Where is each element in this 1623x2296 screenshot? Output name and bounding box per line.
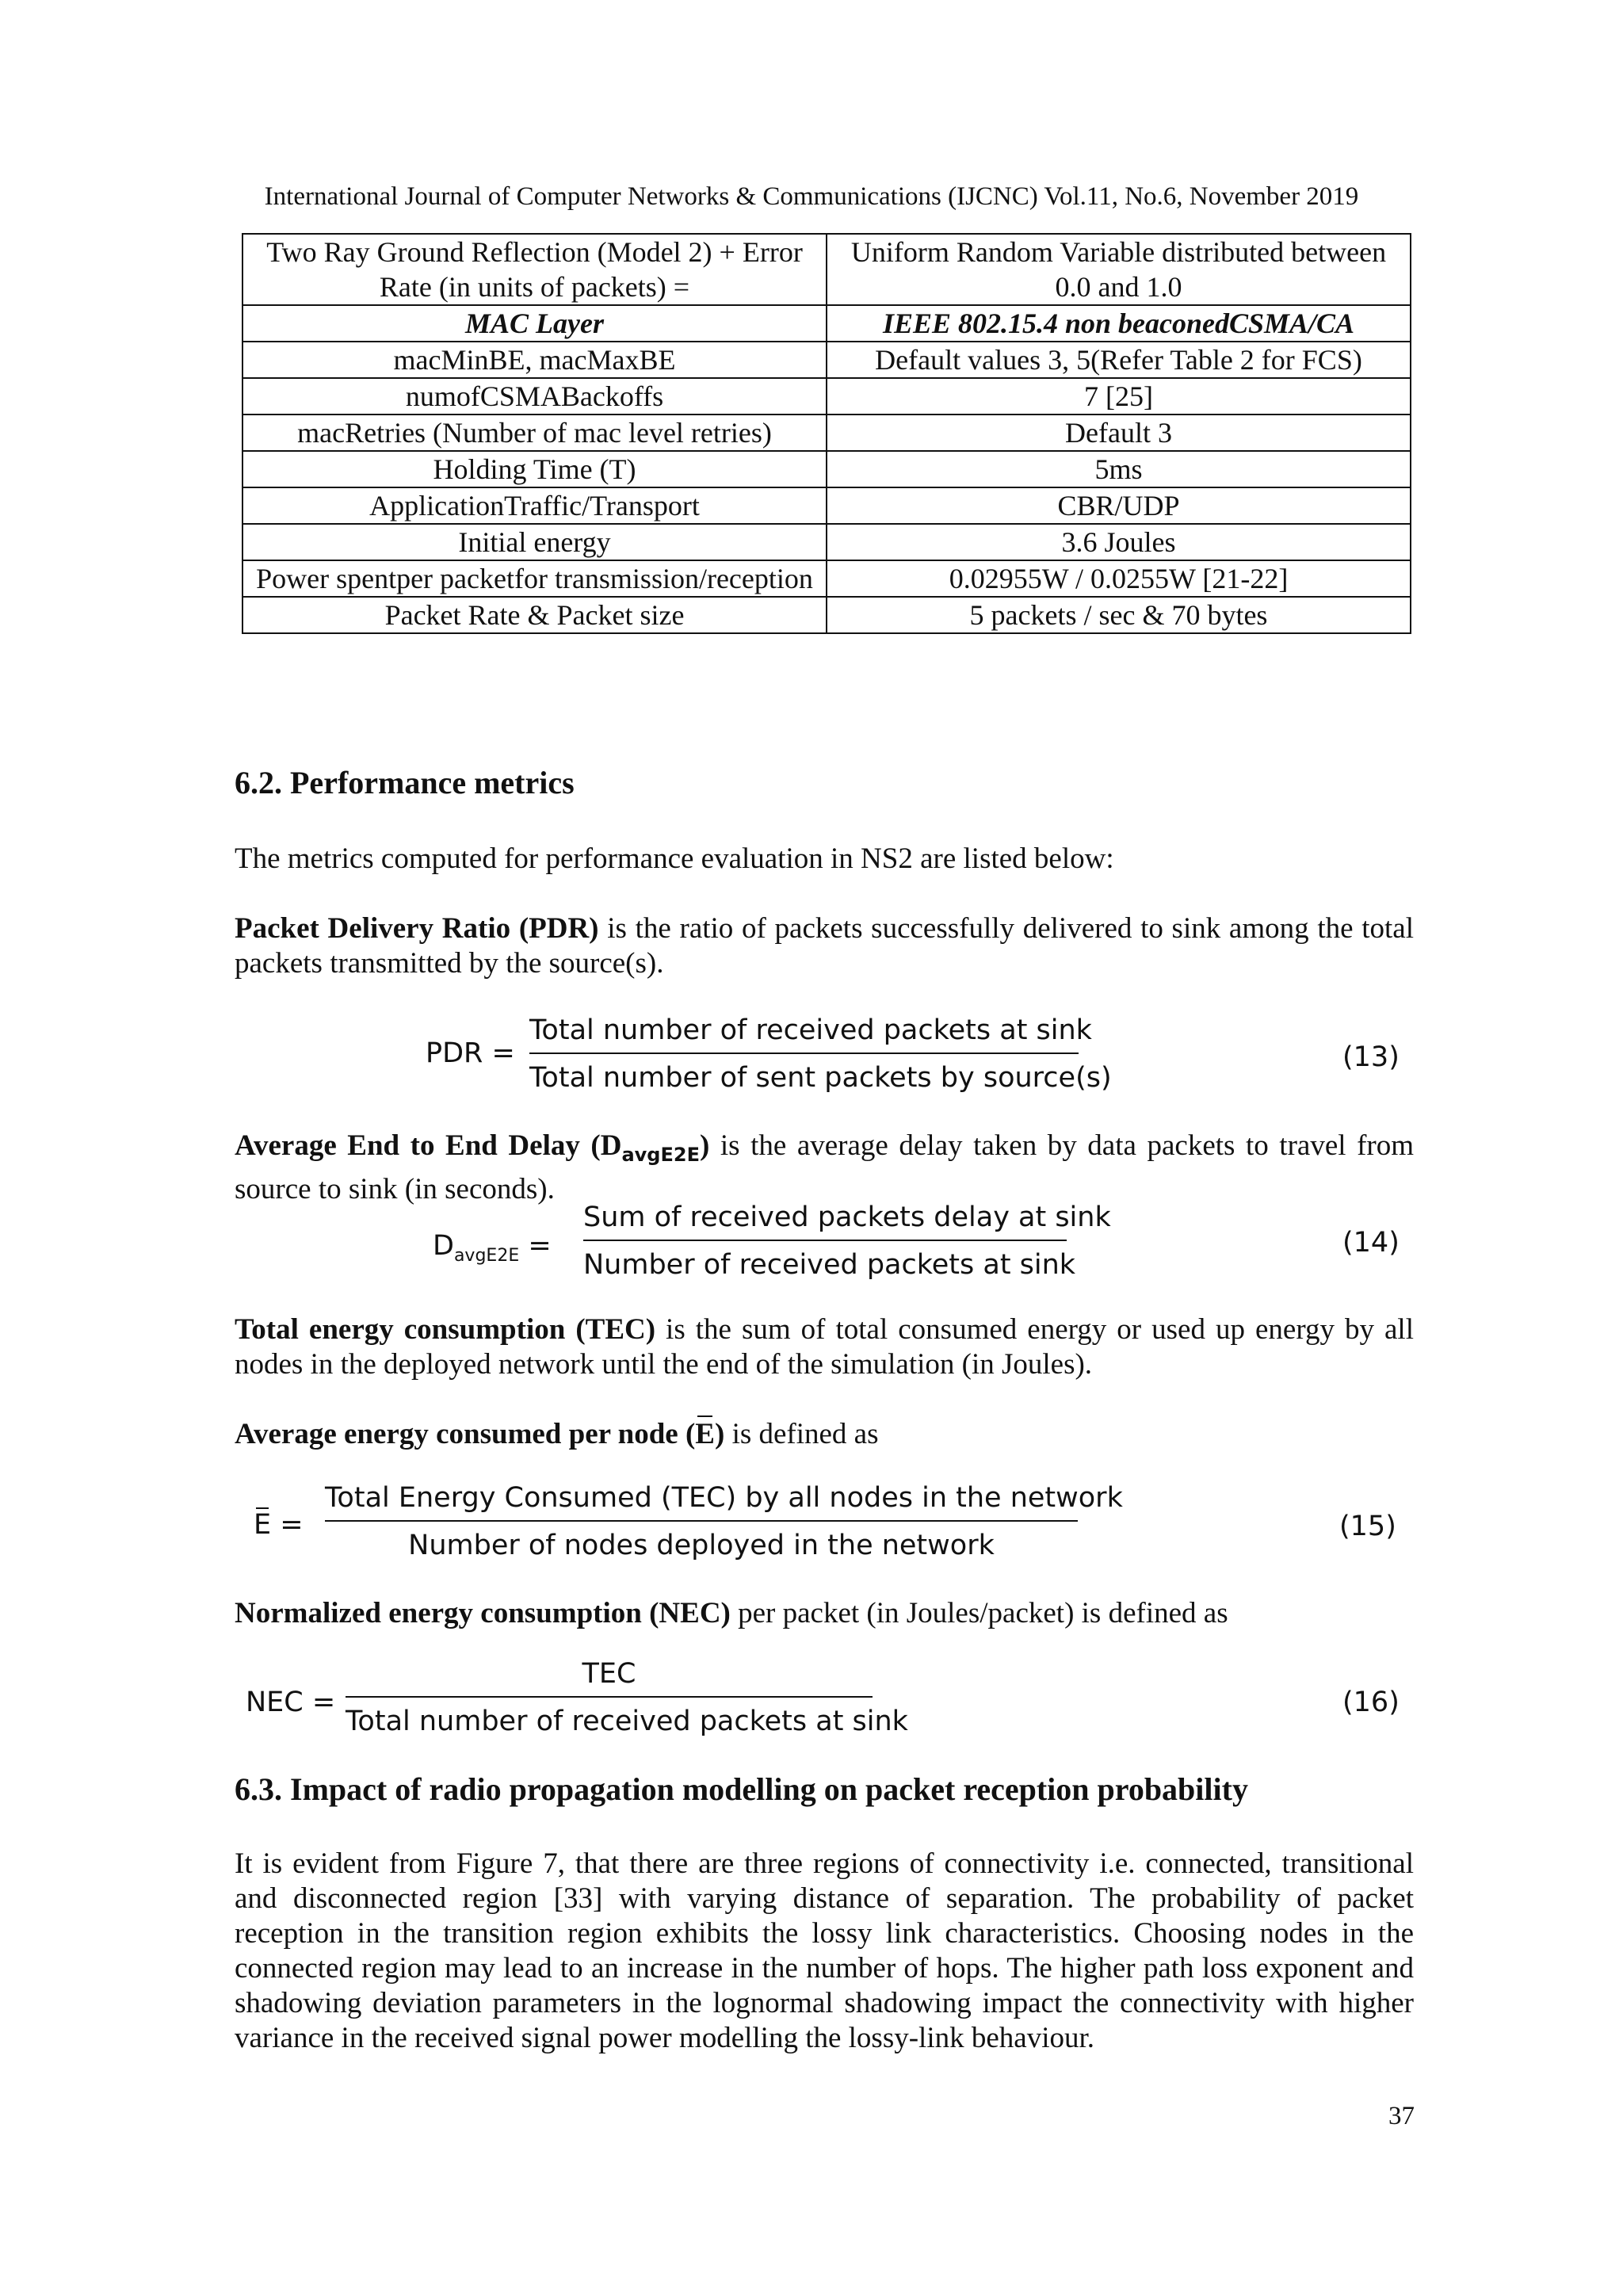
table-row (242, 597, 1411, 633)
value-cell: Uniform Random Variable distributed between 0.0 and 1.0 (827, 234, 1411, 305)
eq15-denominator: Number of nodes deployed in the network (408, 1530, 995, 1561)
table-row (242, 560, 1411, 597)
pdr-definition (235, 911, 1414, 981)
eq16-denominator: Total number of received packets at sink (346, 1706, 908, 1737)
eq16-lhs: NEC = (246, 1687, 336, 1718)
fraction-bar (325, 1520, 1078, 1522)
value-cell: Default values 3, 5(Refer Table 2 for FCS) (827, 342, 1411, 378)
table-row (242, 234, 1411, 305)
section-6-3-paragraph: It is evident from Figure 7, that there are three regions of connectivity i.e. connected, transitional and disconnected region [33] with varying distance of separation. The probability of packet reception in the transition region exhibits the lossy link characteristics. Choosing nodes in the connected region may lead to an increase in the number of hops. The higher path loss exponent and shadowing deviation parameters in the lognormal shadowing impact the connectivity with higher variance in the received signal power modelling the lossy-link behaviour. (235, 1847, 1414, 2054)
avg-energy-text: is defined as (724, 1418, 879, 1450)
param-cell: ApplicationTraffic/Transport (242, 487, 827, 524)
nec-definition (235, 1596, 1414, 1631)
value-cell: 3.6 Joules (827, 524, 1411, 560)
value-cell: 5ms (827, 451, 1411, 487)
fraction-bar (583, 1240, 1067, 1241)
value-cell: 0.02955W / 0.0255W [21-22] (827, 560, 1411, 597)
delay-term: Average End to End Delay $(D_{avgE2E})$ (235, 1129, 710, 1166)
eq13-fraction (529, 1014, 1112, 1094)
eq14-lhs: $D_{avgE2E}$ = (433, 1230, 552, 1266)
value-cell: CBR/UDP (827, 487, 1411, 524)
value-cell: 7 [25] (827, 378, 1411, 415)
eq13-numerator: Total number of received packets at sink (529, 1014, 1092, 1046)
table-row (242, 487, 1411, 524)
eq13-denominator: Total number of sent packets by source(s) (529, 1062, 1112, 1094)
eq13-number: (13) (1342, 1041, 1400, 1073)
param-cell: Packet Rate & Packet size (242, 597, 827, 633)
param-cell: macMinBE, macMaxBE (242, 342, 827, 378)
eq16-numerator: TEC (582, 1658, 636, 1690)
table-row (242, 524, 1411, 560)
table-row (242, 342, 1411, 378)
fraction-bar (346, 1696, 873, 1698)
page-number: 37 (1388, 2102, 1415, 2130)
delay-definition (235, 1129, 1414, 1207)
param-cell: numofCSMABackoffs (242, 378, 827, 415)
value-cell: IEEE 802.15.4 non beaconedCSMA/CA (827, 305, 1411, 342)
param-cell: Two Ray Ground Reflection (Model 2) + Error Rate (in units of packets) = (242, 234, 827, 305)
eq16-fraction (346, 1658, 908, 1737)
value-cell: 5 packets / sec & 70 bytes (827, 597, 1411, 633)
param-cell: Holding Time (T) (242, 451, 827, 487)
value-cell: Default 3 (827, 415, 1411, 451)
avg-energy-definition (235, 1417, 1414, 1452)
section-heading-6-3: 6.3. Impact of radio propagation modelling on packet reception probability (235, 1771, 1248, 1807)
eq16-number: (16) (1342, 1687, 1400, 1718)
pdr-term: Packet Delivery Ratio (PDR) (235, 912, 599, 945)
eq14-numerator: Sum of received packets delay at sink (583, 1201, 1111, 1233)
param-cell: Power spentper packetfor transmission/reception (242, 560, 827, 597)
eq15-number: (15) (1339, 1511, 1396, 1542)
tec-text: is the sum of total consumed energy or used up energy by all nodes in the deployed network until the end of the simulation (in Joules). (235, 1313, 1414, 1381)
fraction-bar (529, 1052, 1079, 1054)
delay-text: is the average delay taken by data packets to travel from source to sink (in seconds). (235, 1129, 1414, 1205)
table-row (242, 451, 1411, 487)
pdr-text: is the ratio of packets successfully delivered to sink among the total packets transmitted by the source(s). (235, 912, 1414, 980)
eq15-numerator: Total Energy Consumed (TEC) by all nodes in the network (325, 1482, 1123, 1514)
table-row (242, 305, 1411, 342)
nec-text: per packet (in Joules/packet) is defined as (730, 1597, 1228, 1629)
avg-energy-term: Average energy consumed per node (E) (235, 1418, 725, 1450)
running-header: International Journal of Computer Networks & Communications (IJCNC) Vol.11, No.6, November 2019 (264, 182, 1359, 211)
eq14-number: (14) (1342, 1227, 1400, 1259)
param-cell: MAC Layer (242, 305, 827, 342)
metrics-intro: The metrics computed for performance evaluation in NS2 are listed below: (235, 842, 1114, 875)
eq14-denominator: Number of received packets at sink (583, 1249, 1076, 1281)
tec-term: Total energy consumption (TEC) (235, 1313, 656, 1346)
eq15-lhs: E = (254, 1509, 304, 1541)
eq14-fraction (583, 1201, 1111, 1281)
table-row (242, 378, 1411, 415)
eq13-lhs: PDR = (426, 1037, 515, 1069)
section-heading-6-2: 6.2. Performance metrics (235, 765, 575, 800)
nec-term: Normalized energy consumption (NEC) (235, 1597, 731, 1629)
param-cell: macRetries (Number of mac level retries) (242, 415, 827, 451)
eq15-fraction (325, 1482, 1123, 1561)
simulation-parameters-table (242, 233, 1411, 634)
tec-definition (235, 1312, 1414, 1382)
param-cell: Initial energy (242, 524, 827, 560)
table-row (242, 415, 1411, 451)
